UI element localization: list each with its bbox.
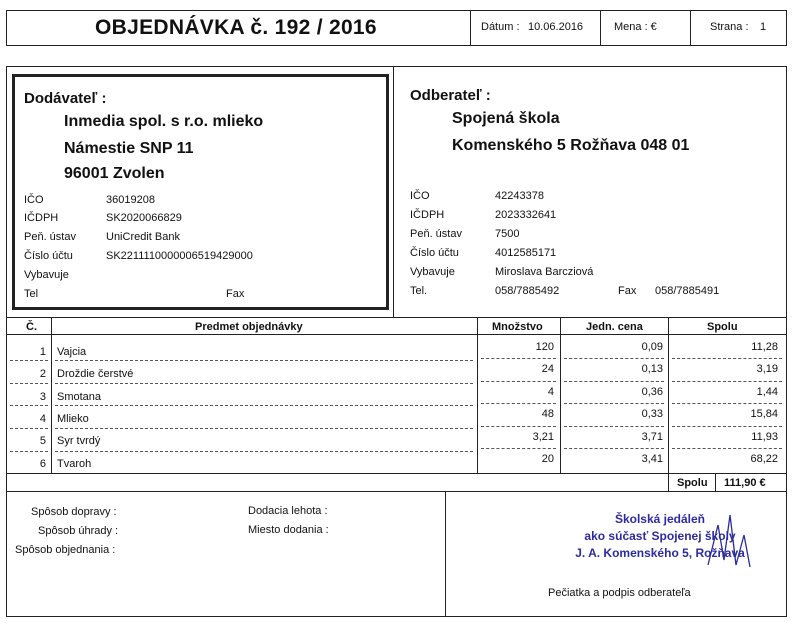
supplier-account-label: Číslo účtu bbox=[24, 250, 73, 262]
divider bbox=[55, 428, 473, 429]
col-header-qty: Množstvo bbox=[492, 321, 543, 333]
divider bbox=[481, 448, 556, 449]
divider bbox=[6, 317, 787, 318]
row-total: 68,22 bbox=[750, 453, 778, 465]
customer-tel-value: 058/7885492 bbox=[495, 285, 560, 297]
supplier-contact-label: Vybavuje bbox=[24, 269, 69, 281]
divider bbox=[672, 358, 782, 359]
supplier-tel-label: Tel bbox=[24, 288, 39, 300]
divider bbox=[564, 448, 664, 449]
divider bbox=[481, 403, 556, 404]
row-item: Vajcia bbox=[57, 346, 87, 358]
divider bbox=[481, 381, 556, 382]
customer-icdph-label: IČDPH bbox=[410, 209, 445, 221]
row-qty: 20 bbox=[541, 453, 554, 465]
customer-bank-label: Peň. ústav bbox=[410, 228, 462, 240]
customer-contact-value: Miroslava Barcziová bbox=[495, 266, 594, 278]
divider bbox=[564, 381, 664, 382]
divider bbox=[470, 10, 471, 46]
divider bbox=[55, 383, 473, 384]
customer-contact-label: Vybavuje bbox=[410, 266, 455, 278]
row-qty: 3,21 bbox=[532, 431, 554, 443]
supplier-name: Inmedia spol. s r.o. mlieko bbox=[64, 113, 264, 130]
customer-account-value: 4012585171 bbox=[495, 247, 557, 259]
row-no: 1 bbox=[39, 346, 46, 358]
row-no: 2 bbox=[39, 368, 46, 380]
transport-label: Spôsob dopravy : bbox=[31, 506, 117, 518]
divider bbox=[715, 473, 716, 491]
row-item: Mlieko bbox=[57, 413, 89, 425]
delivery-place-label: Miesto dodania : bbox=[248, 524, 329, 536]
stamp-line: ako súčasť Spojenej školy bbox=[584, 529, 736, 543]
page-label: Strana : bbox=[710, 21, 749, 33]
sum-label: Spolu bbox=[677, 477, 708, 489]
divider bbox=[393, 66, 394, 317]
divider bbox=[481, 358, 556, 359]
supplier-bank-value: UniCredit Bank bbox=[106, 231, 180, 243]
signature-icon bbox=[700, 505, 760, 575]
row-no: 3 bbox=[39, 391, 46, 403]
divider bbox=[564, 403, 664, 404]
supplier-ico-label: IČO bbox=[24, 194, 44, 206]
divider bbox=[10, 405, 48, 406]
supplier-city: 96001 Zvolen bbox=[64, 165, 165, 182]
divider bbox=[55, 451, 473, 452]
divider bbox=[10, 360, 48, 361]
customer-fax-value: 058/7885491 bbox=[655, 285, 720, 297]
delivery-time-label: Dodacia lehota : bbox=[248, 505, 328, 517]
stamp-line: Školská jedáleň bbox=[614, 512, 706, 526]
divider bbox=[55, 360, 473, 361]
row-item: Smotana bbox=[57, 391, 102, 403]
row-qty: 120 bbox=[535, 341, 554, 353]
date-value: 10.06.2016 bbox=[528, 21, 584, 33]
customer-ico-value: 42243378 bbox=[495, 190, 544, 202]
divider bbox=[672, 426, 782, 427]
row-price: 0,13 bbox=[641, 363, 663, 375]
col-header-price: Jedn. cena bbox=[586, 321, 643, 333]
customer-heading: Odberateľ : bbox=[410, 87, 491, 104]
divider bbox=[564, 358, 664, 359]
col-header-total: Spolu bbox=[707, 321, 738, 333]
divider bbox=[6, 334, 787, 335]
customer-account-label: Číslo účtu bbox=[410, 247, 459, 259]
row-price: 0,33 bbox=[641, 408, 663, 420]
divider bbox=[445, 491, 446, 617]
divider bbox=[560, 317, 561, 473]
supplier-icdph-label: IČDPH bbox=[24, 212, 59, 224]
divider bbox=[600, 10, 601, 46]
row-item: Tvaroh bbox=[57, 458, 92, 470]
divider bbox=[668, 317, 669, 491]
row-total: 11,28 bbox=[751, 341, 778, 353]
row-total: 15,84 bbox=[750, 408, 778, 420]
row-price: 3,41 bbox=[641, 453, 663, 465]
divider bbox=[477, 317, 478, 473]
divider bbox=[6, 473, 787, 474]
page-value: 1 bbox=[760, 21, 767, 33]
supplier-ico-value: 36019208 bbox=[106, 194, 155, 206]
supplier-heading: Dodávateľ : bbox=[24, 90, 107, 107]
customer-tel-label: Tel. bbox=[410, 285, 428, 297]
divider bbox=[690, 10, 691, 46]
customer-name: Spojená škola bbox=[452, 110, 560, 127]
row-no: 4 bbox=[39, 413, 46, 425]
row-qty: 4 bbox=[547, 386, 554, 398]
sum-value: 111,90 € bbox=[724, 477, 766, 489]
divider bbox=[672, 381, 782, 382]
supplier-account-value: SK2211110000006519429000 bbox=[106, 250, 253, 262]
payment-label: Spôsob úhrady : bbox=[38, 525, 119, 537]
col-header-item: Predmet objednávky bbox=[195, 321, 303, 333]
customer-ico-label: IČO bbox=[410, 190, 430, 202]
currency-label: Mena : € bbox=[614, 21, 657, 33]
supplier-fax-label: Fax bbox=[226, 288, 245, 300]
divider bbox=[672, 448, 782, 449]
customer-address: Komenského 5 Rožňava 048 01 bbox=[452, 137, 690, 154]
supplier-icdph-value: SK2020066829 bbox=[106, 212, 182, 224]
divider bbox=[55, 405, 473, 406]
row-total: 1,44 bbox=[756, 386, 778, 398]
signature-label: Pečiatka a podpis odberateľa bbox=[548, 587, 691, 599]
row-qty: 24 bbox=[541, 363, 554, 375]
divider bbox=[6, 491, 787, 492]
divider bbox=[10, 383, 48, 384]
divider bbox=[564, 426, 664, 427]
row-price: 0,36 bbox=[641, 386, 663, 398]
ordering-label: Spôsob objednania : bbox=[15, 544, 116, 556]
row-item: Syr tvrdý bbox=[57, 435, 101, 447]
stamp-line: J. A. Komenského 5, Rožňava bbox=[575, 546, 745, 560]
row-price: 0,09 bbox=[641, 341, 663, 353]
row-total: 11,93 bbox=[751, 431, 778, 443]
row-no: 5 bbox=[39, 435, 46, 447]
date-label: Dátum : bbox=[481, 21, 520, 33]
divider bbox=[672, 403, 782, 404]
divider bbox=[10, 428, 48, 429]
divider bbox=[481, 426, 556, 427]
divider bbox=[51, 317, 52, 473]
customer-fax-label: Fax bbox=[618, 285, 637, 297]
customer-bank-value: 7500 bbox=[495, 228, 520, 240]
supplier-bank-label: Peň. ústav bbox=[24, 231, 76, 243]
order-title: OBJEDNÁVKA č. 192 / 2016 bbox=[95, 16, 377, 39]
customer-icdph-value: 2023332641 bbox=[495, 209, 557, 221]
row-no: 6 bbox=[39, 458, 46, 470]
row-price: 3,71 bbox=[641, 431, 663, 443]
col-header-no: Č. bbox=[26, 321, 37, 333]
row-total: 3,19 bbox=[756, 363, 778, 375]
row-qty: 48 bbox=[541, 408, 554, 420]
supplier-street: Námestie SNP 11 bbox=[64, 140, 194, 157]
divider bbox=[10, 451, 48, 452]
row-item: Droždie čerstvé bbox=[57, 368, 134, 380]
